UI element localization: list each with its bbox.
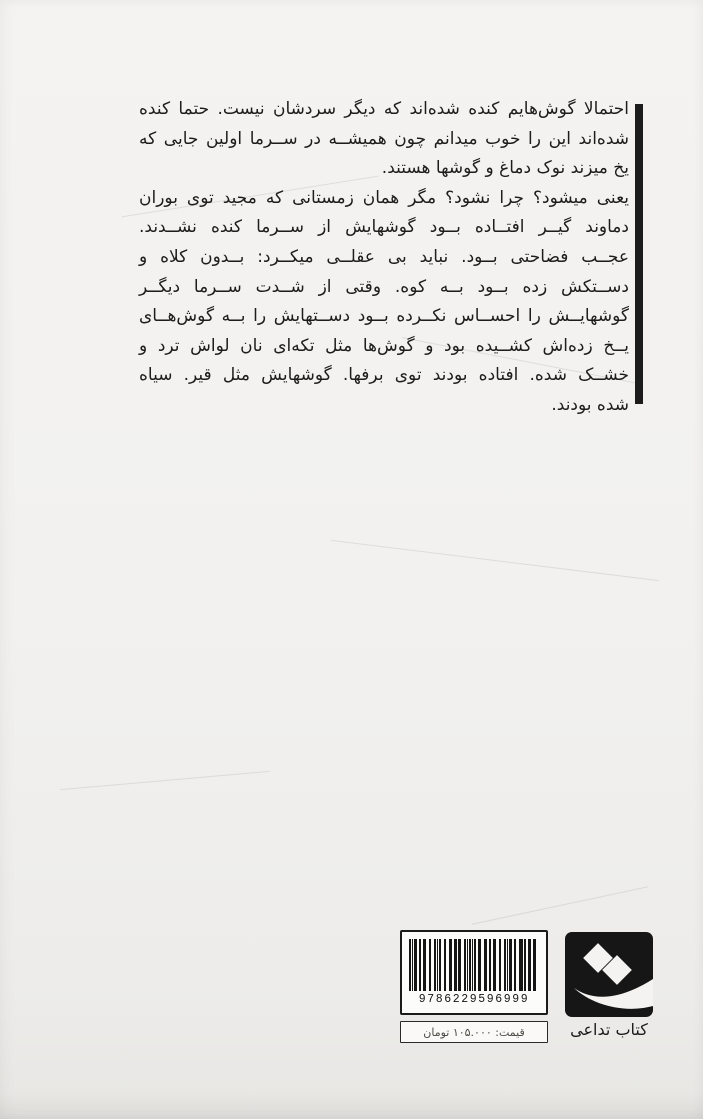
tadaei-logo-icon bbox=[565, 932, 653, 1017]
synopsis-line: شده بودند. bbox=[551, 394, 629, 415]
synopsis-line: شده‌اند این را خوب میدانم چون همیشــه در ســرما اولین جایی که bbox=[139, 128, 629, 149]
barcode-icon bbox=[409, 939, 539, 991]
synopsis-line: یــخ زده‌اش کشــیده بود و گوش‌ها مثل تکه‌ای نان لواش ترد و bbox=[139, 335, 629, 356]
publisher-logo bbox=[565, 932, 653, 1017]
synopsis-line: یخ میزند نوک دماغ و گوشها هستند. bbox=[381, 158, 629, 179]
paper-crease bbox=[331, 540, 659, 581]
paper-crease bbox=[60, 771, 269, 790]
barcode-box bbox=[400, 930, 548, 1015]
synopsis-line: دماوند گیــر افتــاده بــود گوشهایش از ســرما کنده نشــدند. bbox=[139, 217, 629, 238]
synopsis-line: خشــک شده. افتاده بودند توی برفها. گوشهایش مثل قیر. سیاه bbox=[139, 365, 629, 386]
synopsis-text bbox=[139, 95, 629, 421]
synopsis-line: دســتکش زده بــود بــه کوه. وقتی از شــدت ســرما دیگــر bbox=[139, 276, 629, 297]
price-text: قیمت: ۱۰۵.۰۰۰ تومان bbox=[423, 1025, 525, 1039]
price-box bbox=[400, 1021, 548, 1043]
barcode-number: 9786229596999 bbox=[418, 993, 530, 1006]
vertical-rule bbox=[635, 104, 643, 404]
paper-crease bbox=[472, 886, 648, 924]
synopsis-line: احتمالا گوش‌هایم کنده شده‌اند که دیگر سردشان نیست. حتما کنده bbox=[139, 99, 629, 119]
photo-shadow bbox=[0, 1093, 703, 1119]
synopsis-line: عجــب فضاحتی بــود. نباید بی عقلــی میکــرد: بــدون کلاه و bbox=[139, 246, 629, 267]
publisher-name: کتاب تداعی bbox=[570, 1020, 648, 1039]
synopsis-line: یعنی میشود؟ چرا نشود؟ مگر همان زمستانی که مجید توی بوران bbox=[139, 187, 629, 208]
synopsis-line: گوشهایــش را احســاس نکــرده بــود دســتهایش را بــه گوش‌هــای bbox=[139, 306, 629, 327]
